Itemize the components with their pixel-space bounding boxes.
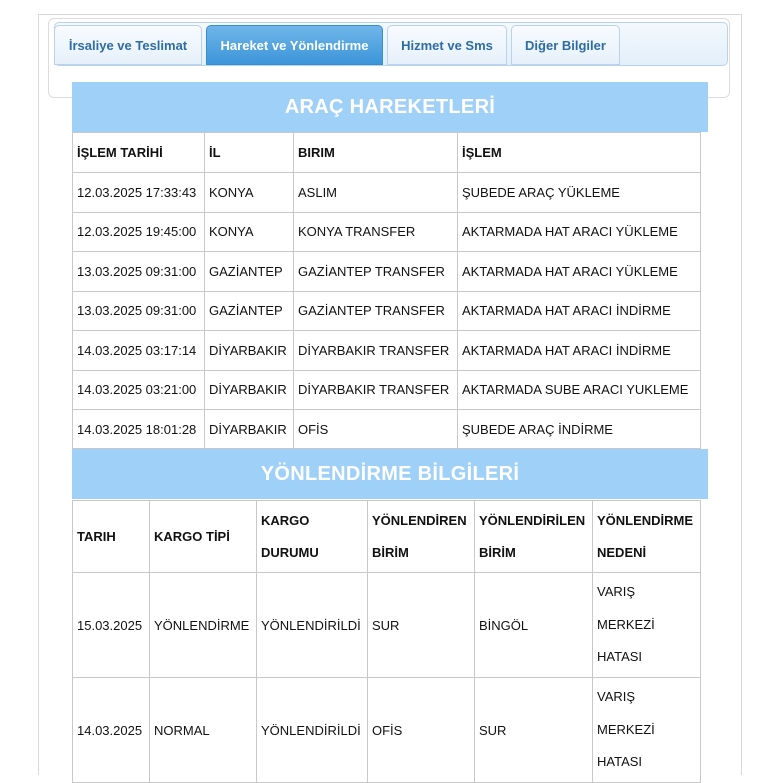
header-yonlendirme-nedeni: YÖNLENDİRME NEDENİ xyxy=(593,501,701,573)
cell-city: DİYARBAKIR xyxy=(205,331,294,371)
redirect-info-title: YÖNLENDİRME BİLGİLERİ xyxy=(72,449,708,499)
cell-date: 14.03.2025 03:17:14 xyxy=(73,331,205,371)
cell-date: 12.03.2025 19:45:00 xyxy=(73,212,205,252)
cell-cargo-status: YÖNLENDİRİLDİ xyxy=(257,573,368,678)
cell-city: DİYARBAKIR xyxy=(205,410,294,449)
cell-unit: DİYARBAKIR TRANSFER xyxy=(294,331,458,371)
redirect-info-table xyxy=(72,500,701,783)
cell-operation: AKTARMADA HAT ARACI YÜKLEME xyxy=(458,252,701,292)
cell-target-unit: SUR xyxy=(475,678,593,783)
table-row xyxy=(73,678,701,783)
header-kargo-tipi: KARGO TİPİ xyxy=(150,501,257,573)
cell-unit: DİYARBAKIR TRANSFER xyxy=(294,370,458,410)
cell-cargo-status: YÖNLENDİRİLDİ xyxy=(257,678,368,783)
cell-unit: KONYA TRANSFER xyxy=(294,212,458,252)
header-yonlendiren-birim: YÖNLENDİREN BİRİM xyxy=(368,501,475,573)
table-row xyxy=(73,173,701,213)
header-birim: BIRIM xyxy=(294,133,458,173)
table-row xyxy=(73,252,701,292)
header-il: İL xyxy=(205,133,294,173)
header-tarih: TARIH xyxy=(73,501,150,573)
tab-diger-bilgiler[interactable]: Diğer Bilgiler xyxy=(511,25,620,65)
cell-operation: AKTARMADA HAT ARACI İNDİRME xyxy=(458,331,701,371)
cell-cargo-type: NORMAL xyxy=(150,678,257,783)
cell-date: 14.03.2025 18:01:28 xyxy=(73,410,205,449)
cell-date: 13.03.2025 09:31:00 xyxy=(73,252,205,292)
tab-irsaliye-ve-teslimat[interactable]: İrsaliye ve Teslimat xyxy=(54,25,202,65)
vehicle-movements-title: ARAÇ HAREKETLERİ xyxy=(72,82,708,132)
cell-unit: GAZİANTEP TRANSFER xyxy=(294,291,458,331)
cell-unit: ASLIM xyxy=(294,173,458,213)
table-row xyxy=(73,410,701,449)
tab-hareket-ve-yonlendirme[interactable]: Hareket ve Yönlendirme xyxy=(206,25,383,65)
cell-operation: AKTARMADA HAT ARACI İNDİRME xyxy=(458,291,701,331)
cell-city: DİYARBAKIR xyxy=(205,370,294,410)
cell-unit: GAZİANTEP TRANSFER xyxy=(294,252,458,292)
cell-city: GAZİANTEP xyxy=(205,252,294,292)
table-row xyxy=(73,212,701,252)
cell-city: GAZİANTEP xyxy=(205,291,294,331)
header-yonlendirilen-birim: YÖNLENDİRİLEN BİRİM xyxy=(475,501,593,573)
cell-operation: ŞUBEDE ARAÇ İNDİRME xyxy=(458,410,701,449)
table-row xyxy=(73,573,701,678)
cell-reason: VARIŞ MERKEZİ HATASI xyxy=(593,678,701,783)
header-kargo-durumu: KARGO DURUMU xyxy=(257,501,368,573)
cell-reason: VARIŞ MERKEZİ HATASI xyxy=(593,573,701,678)
cell-operation: AKTARMADA HAT ARACI YÜKLEME xyxy=(458,212,701,252)
cell-operation: AKTARMADA SUBE ARACI YUKLEME xyxy=(458,370,701,410)
cell-date: 14.03.2025 03:21:00 xyxy=(73,370,205,410)
header-islem: İŞLEM xyxy=(458,133,701,173)
cell-operation: ŞUBEDE ARAÇ YÜKLEME xyxy=(458,173,701,213)
vehicle-movements-table xyxy=(72,132,701,449)
cell-source-unit: OFİS xyxy=(368,678,475,783)
table-row xyxy=(73,331,701,371)
cell-city: KONYA xyxy=(205,212,294,252)
cell-date: 13.03.2025 09:31:00 xyxy=(73,291,205,331)
cell-city: KONYA xyxy=(205,173,294,213)
cell-target-unit: BİNGÖL xyxy=(475,573,593,678)
cell-date: 15.03.2025 xyxy=(73,573,150,678)
table-header-row xyxy=(73,133,701,173)
cell-date: 12.03.2025 17:33:43 xyxy=(73,173,205,213)
table-row xyxy=(73,291,701,331)
cell-date: 14.03.2025 xyxy=(73,678,150,783)
tab-hizmet-ve-sms[interactable]: Hizmet ve Sms xyxy=(387,25,507,65)
header-islem-tarihi: İŞLEM TARİHİ xyxy=(73,133,205,173)
table-row xyxy=(73,370,701,410)
table-header-row xyxy=(73,501,701,573)
cell-cargo-type: YÖNLENDİRME xyxy=(150,573,257,678)
cell-source-unit: SUR xyxy=(368,573,475,678)
cell-unit: OFİS xyxy=(294,410,458,449)
